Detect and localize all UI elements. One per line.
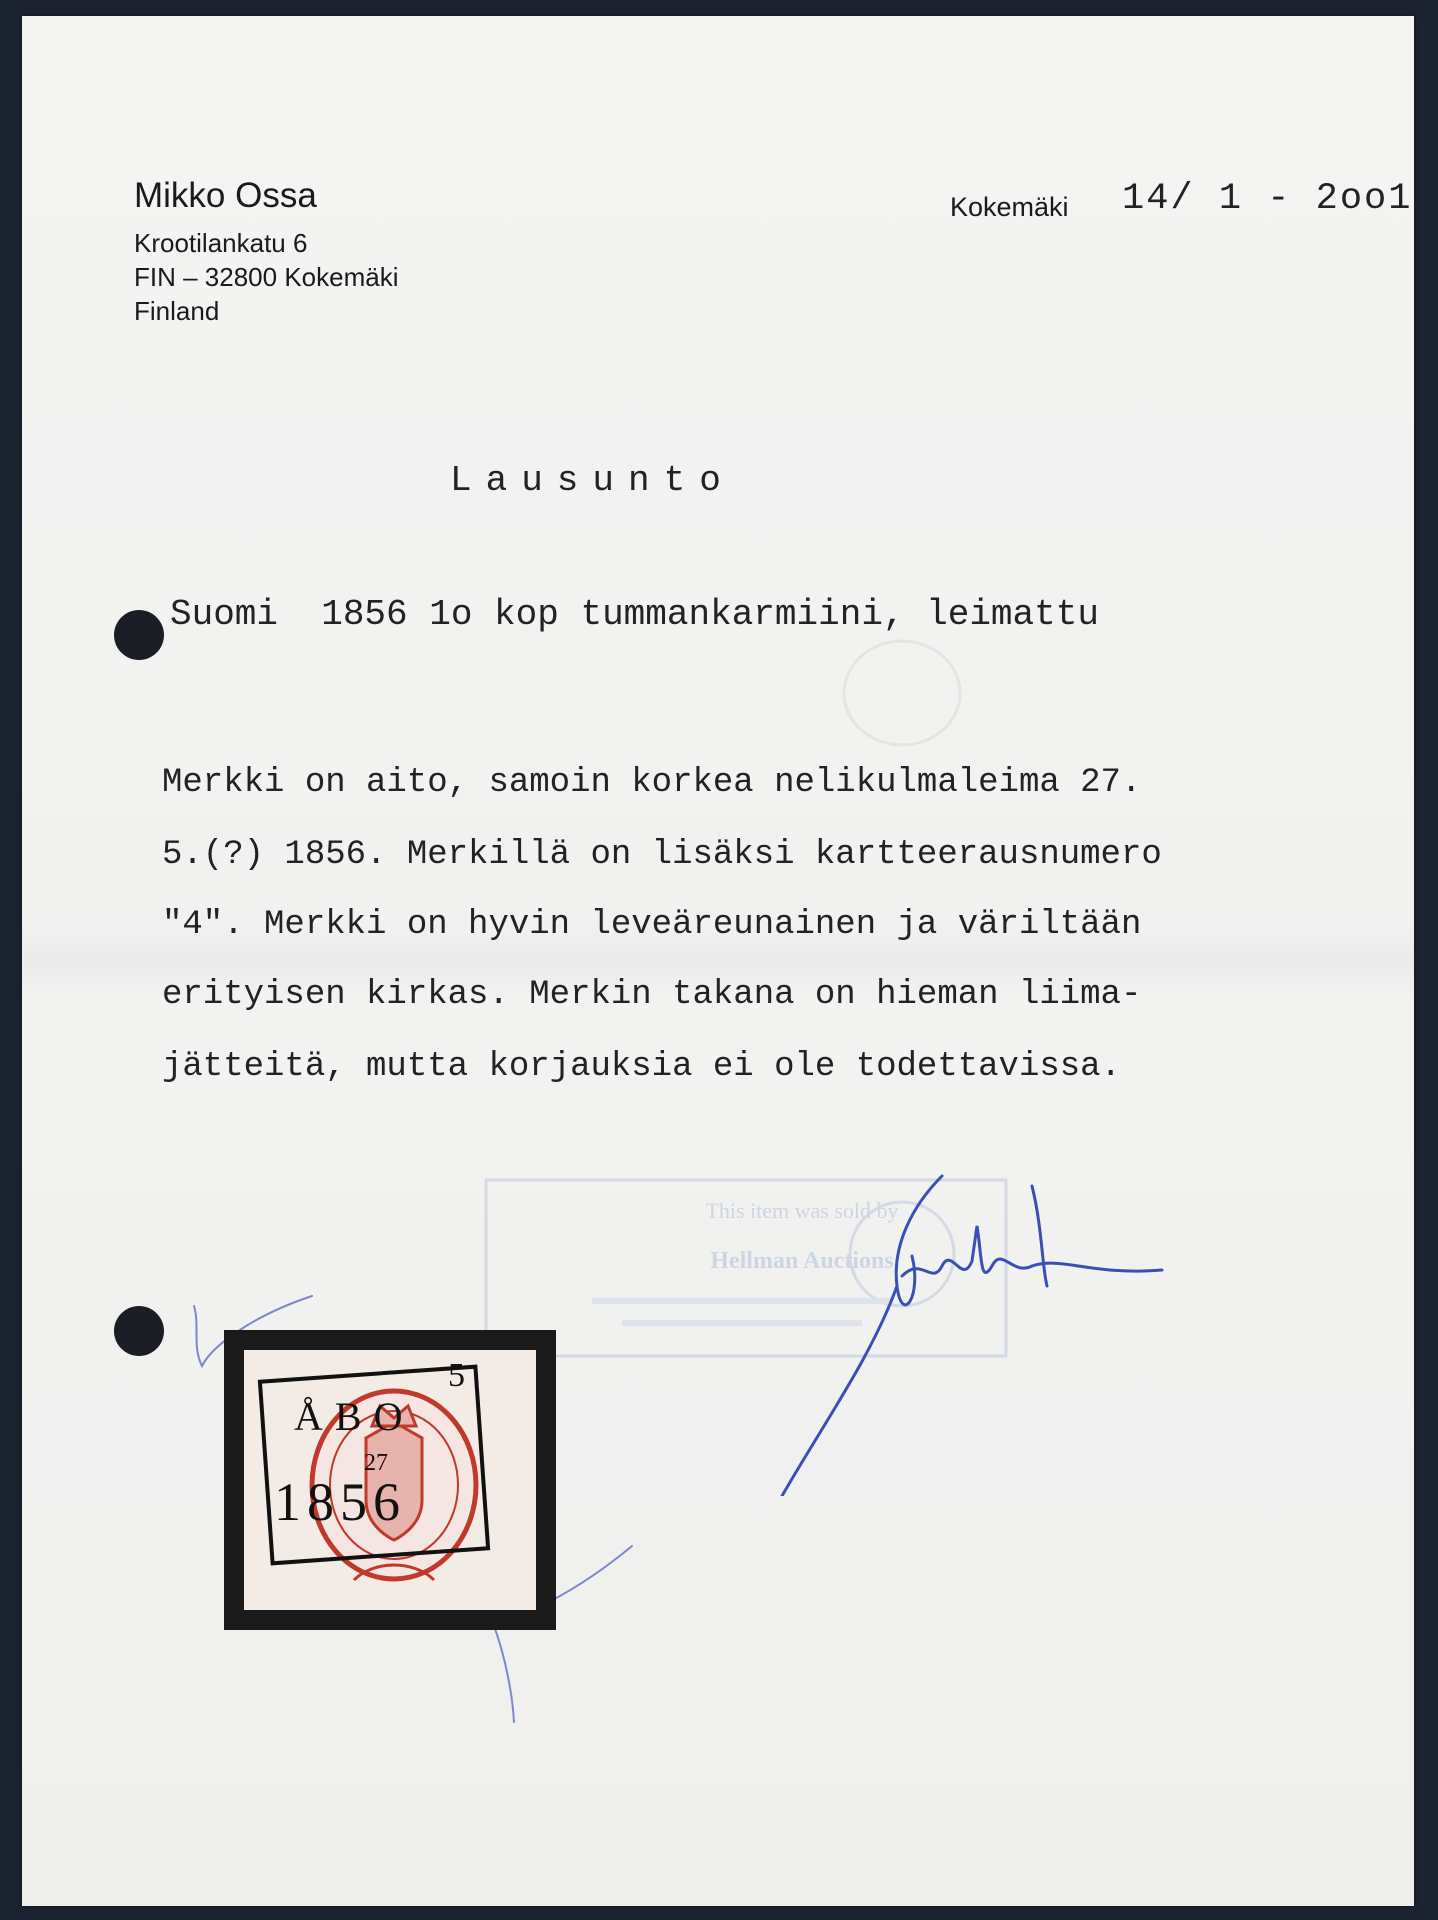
dateline-place: Kokemäki bbox=[950, 192, 1069, 222]
body-line-2: 5.(?) 1856. Merkillä on lisäksi kartteerausnumero bbox=[162, 836, 1162, 874]
body-line-5: jätteitä, mutta korjauksia ei ole todettavissa. bbox=[162, 1048, 1121, 1086]
cancel-year: 1856 bbox=[274, 1472, 406, 1532]
dateline-date: 14/ 1 - 2oo1 bbox=[1122, 178, 1413, 220]
cancel-month: 5 bbox=[448, 1357, 465, 1394]
handwritten-signature bbox=[762, 1166, 1182, 1496]
sender-street: Krootilankatu 6 bbox=[134, 228, 308, 258]
faint-seal-icon bbox=[832, 628, 972, 758]
postage-stamp bbox=[244, 1350, 536, 1610]
certificate-sheet bbox=[22, 16, 1414, 1906]
stamp-mount bbox=[224, 1330, 556, 1630]
stamp-subject-line: Suomi 1856 1o kop tummankarmiini, leimattu bbox=[170, 594, 1099, 635]
document-title: Lausunto bbox=[450, 460, 735, 501]
body-line-3: "4". Merkki on hyvin leveäreunainen ja väriltään bbox=[162, 906, 1142, 944]
sender-name: Mikko Ossa bbox=[134, 176, 317, 215]
body-line-4: erityisen kirkas. Merkin takana on hieman liima- bbox=[162, 976, 1142, 1014]
auction-line-1: This item was sold by bbox=[705, 1198, 899, 1223]
punch-hole-top bbox=[114, 610, 164, 660]
sender-postal: FIN – 32800 Kokemäki bbox=[134, 262, 399, 292]
cancel-day: 27 bbox=[364, 1450, 388, 1476]
body-line-1: Merkki on aito, samoin korkea nelikulmaleima 27. bbox=[162, 764, 1142, 802]
auction-line-2: Hellman Auctions bbox=[710, 1248, 894, 1274]
sender-country: Finland bbox=[134, 296, 220, 326]
cancel-town: ÅBO bbox=[294, 1394, 415, 1439]
